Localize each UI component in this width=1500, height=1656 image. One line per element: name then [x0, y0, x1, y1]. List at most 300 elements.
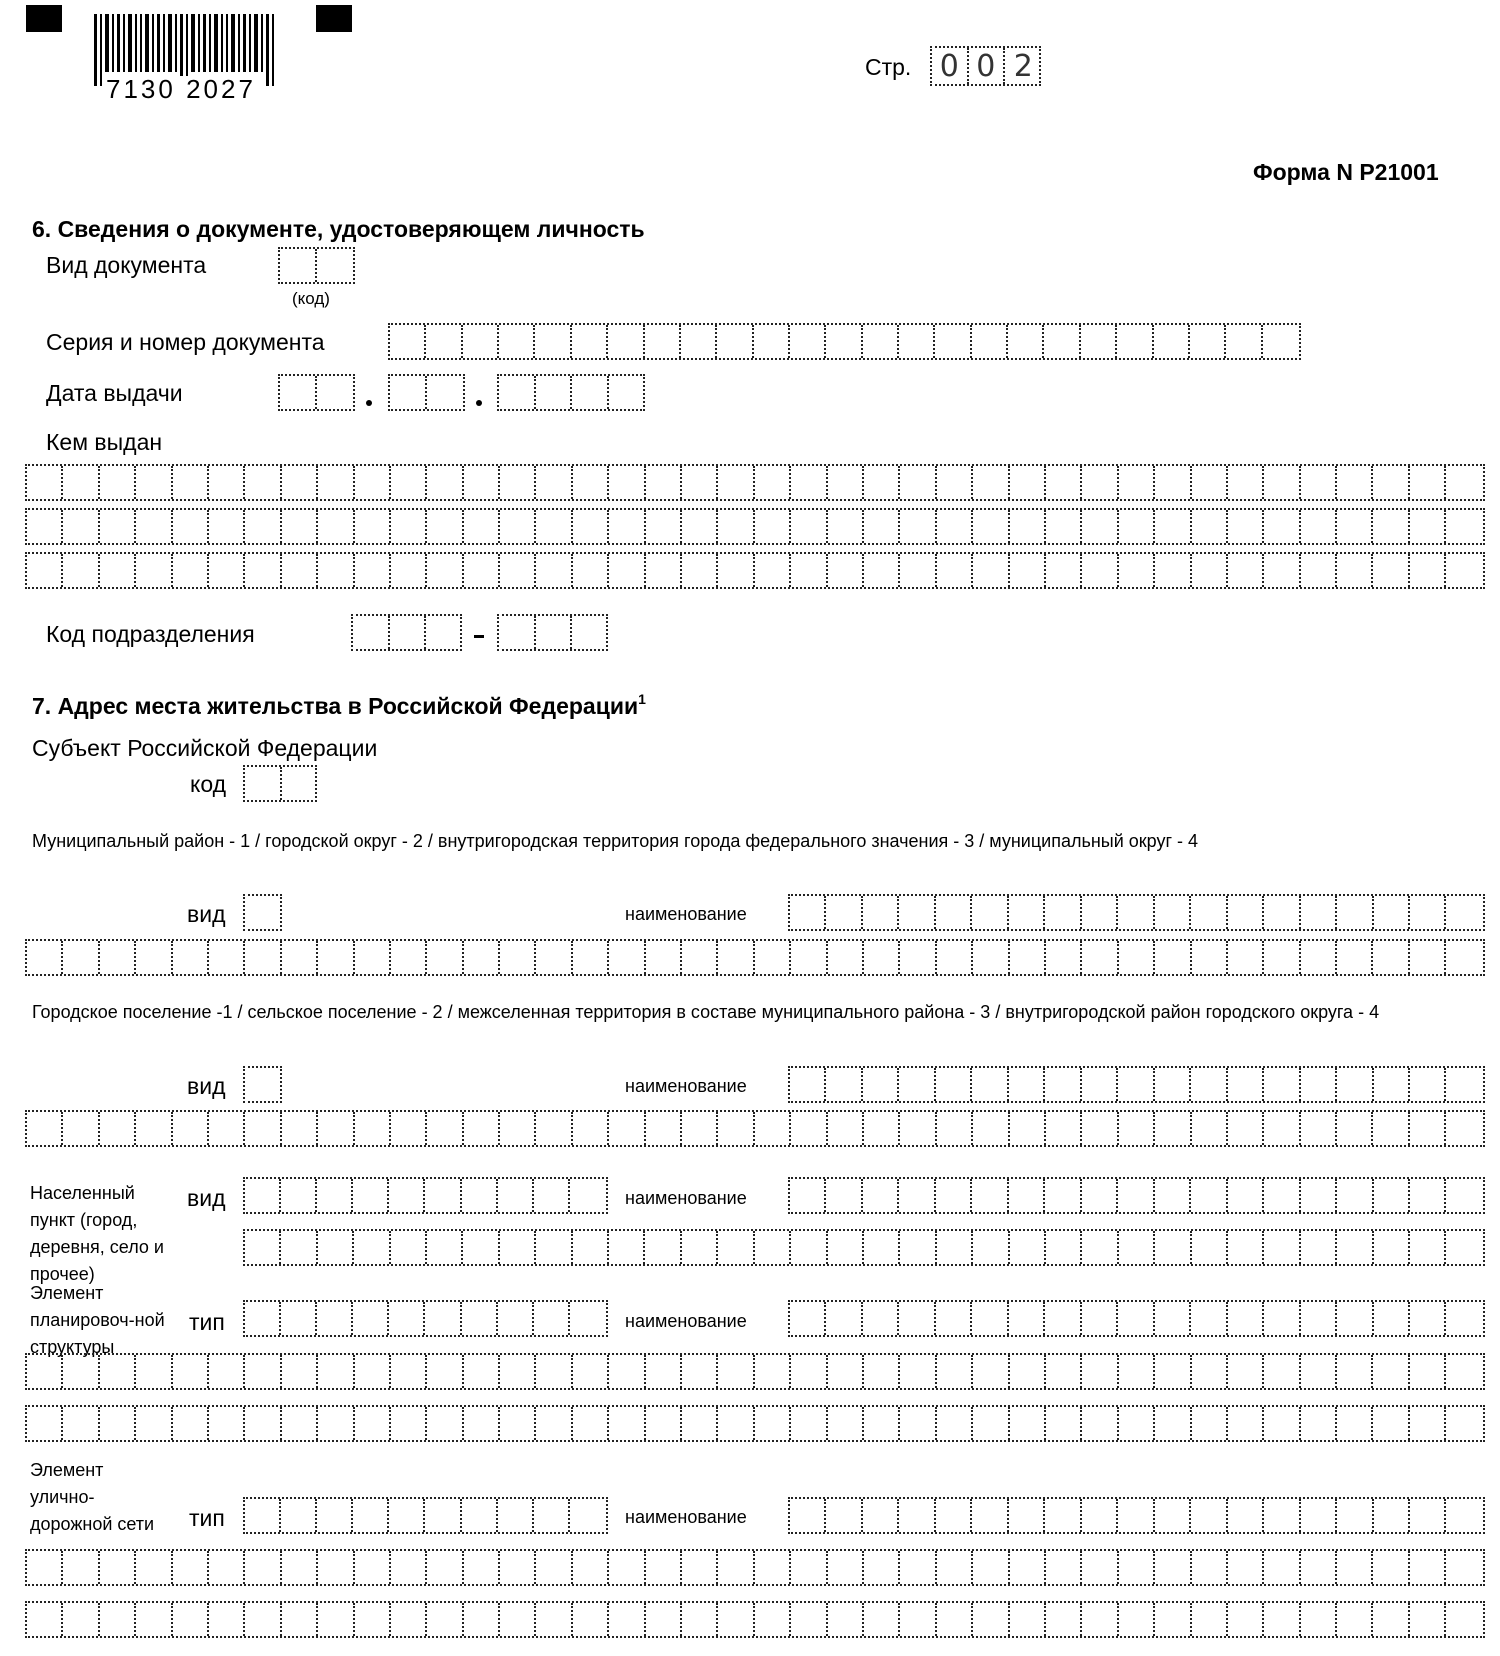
input-cell[interactable] [1155, 1068, 1191, 1101]
input-cell[interactable] [1446, 896, 1482, 929]
input-cell[interactable] [100, 1355, 136, 1388]
input-cell[interactable] [828, 1603, 864, 1636]
input-cell[interactable] [1263, 325, 1299, 358]
input-cell[interactable] [972, 1499, 1008, 1532]
input-cell[interactable] [1118, 1068, 1154, 1101]
input-cell[interactable] [1191, 1302, 1227, 1335]
input-cell[interactable] [1010, 466, 1046, 499]
input-cell[interactable] [646, 510, 682, 543]
input-cell[interactable] [828, 1407, 864, 1440]
input-cell[interactable] [1410, 1231, 1446, 1264]
input-cell[interactable] [1410, 1302, 1446, 1335]
input-cell[interactable] [1446, 1407, 1482, 1440]
input-cell[interactable] [1264, 510, 1300, 543]
input-cell[interactable] [573, 1112, 609, 1145]
input-cell[interactable] [536, 554, 572, 587]
input-cell[interactable] [718, 1551, 754, 1584]
input-cell[interactable] [899, 325, 935, 358]
input-cell[interactable] [609, 1112, 645, 1145]
input-cell[interactable] [1264, 1112, 1300, 1145]
input-cell[interactable] [318, 1551, 354, 1584]
input-cell[interactable] [462, 1302, 498, 1335]
input-cell[interactable] [826, 1302, 862, 1335]
input-cell[interactable] [1046, 941, 1082, 974]
input-cell[interactable] [682, 1603, 718, 1636]
input-cell[interactable] [63, 466, 99, 499]
input-cell[interactable] [209, 1551, 245, 1584]
input-cell[interactable] [63, 1112, 99, 1145]
input-cell[interactable] [755, 1355, 791, 1388]
input-cell[interactable] [245, 1231, 281, 1264]
input-cell[interactable] [390, 325, 426, 358]
input-cell[interactable] [318, 1231, 354, 1264]
input-cell[interactable] [900, 554, 936, 587]
input-cell[interactable] [317, 1179, 353, 1212]
issue-year-field[interactable] [497, 374, 645, 411]
input-cell[interactable] [645, 1231, 681, 1264]
input-cell[interactable] [828, 510, 864, 543]
input-cell[interactable] [245, 510, 281, 543]
input-cell[interactable] [1082, 1499, 1118, 1532]
input-cell[interactable] [646, 1112, 682, 1145]
input-cell[interactable] [937, 1355, 973, 1388]
input-cell[interactable] [790, 896, 826, 929]
input-cell[interactable] [863, 1499, 899, 1532]
input-cell[interactable] [717, 325, 753, 358]
input-cell[interactable] [100, 1407, 136, 1440]
input-cell[interactable] [1264, 466, 1300, 499]
input-cell[interactable] [100, 510, 136, 543]
input-cell[interactable] [173, 1407, 209, 1440]
input-cell[interactable] [173, 1551, 209, 1584]
input-cell[interactable] [500, 1603, 536, 1636]
input-cell[interactable] [790, 1302, 826, 1335]
input-cell[interactable] [353, 1499, 389, 1532]
input-cell[interactable] [100, 466, 136, 499]
input-cell[interactable] [1446, 466, 1482, 499]
input-cell[interactable] [1118, 1302, 1154, 1335]
input-cell[interactable] [27, 466, 63, 499]
input-cell[interactable] [900, 1231, 936, 1264]
input-cell[interactable] [1010, 554, 1046, 587]
input-cell[interactable] [1228, 941, 1264, 974]
input-cell[interactable] [209, 510, 245, 543]
input-cell[interactable] [1045, 896, 1081, 929]
input-cell[interactable] [936, 896, 972, 929]
input-cell[interactable] [426, 325, 462, 358]
input-cell[interactable] [464, 510, 500, 543]
input-cell[interactable] [790, 325, 826, 358]
input-cell[interactable] [609, 1407, 645, 1440]
input-cell[interactable] [1119, 1231, 1155, 1264]
input-cell[interactable] [646, 1355, 682, 1388]
input-cell[interactable] [1228, 554, 1264, 587]
planning-name-field[interactable] [788, 1300, 1485, 1337]
input-cell[interactable] [1446, 1302, 1482, 1335]
input-cell[interactable] [1191, 1499, 1227, 1532]
input-cell[interactable] [1446, 1112, 1482, 1145]
input-cell[interactable] [389, 1499, 425, 1532]
input-cell[interactable] [1228, 1179, 1264, 1212]
input-cell[interactable] [790, 1499, 826, 1532]
input-cell[interactable] [425, 1499, 461, 1532]
division-code-part-1[interactable] [351, 614, 462, 651]
input-cell[interactable] [936, 1068, 972, 1101]
input-cell[interactable] [646, 941, 682, 974]
input-cell[interactable] [1301, 510, 1337, 543]
input-cell[interactable] [173, 1603, 209, 1636]
input-cell[interactable] [1301, 896, 1337, 929]
input-cell[interactable] [1118, 896, 1154, 929]
input-cell[interactable] [1119, 1407, 1155, 1440]
input-cell[interactable] [1228, 1407, 1264, 1440]
input-cell[interactable] [1264, 941, 1300, 974]
input-cell[interactable] [27, 554, 63, 587]
input-cell[interactable] [1082, 510, 1118, 543]
input-cell[interactable] [1410, 1407, 1446, 1440]
input-cell[interactable] [791, 1231, 827, 1264]
input-cell[interactable] [864, 1551, 900, 1584]
input-cell[interactable] [464, 466, 500, 499]
input-cell[interactable] [1446, 1551, 1482, 1584]
input-cell[interactable] [609, 1231, 645, 1264]
input-cell[interactable] [500, 1407, 536, 1440]
input-cell[interactable] [826, 896, 862, 929]
input-cell[interactable] [353, 1302, 389, 1335]
input-cell[interactable] [718, 1112, 754, 1145]
input-cell[interactable] [1337, 466, 1373, 499]
input-cell[interactable] [1410, 1499, 1446, 1532]
input-cell[interactable] [100, 1603, 136, 1636]
input-cell[interactable] [1410, 1603, 1446, 1636]
input-cell[interactable] [1046, 1603, 1082, 1636]
input-cell[interactable] [682, 510, 718, 543]
input-cell[interactable] [209, 1407, 245, 1440]
input-cell[interactable] [973, 1603, 1009, 1636]
input-cell[interactable] [1009, 1068, 1045, 1101]
input-cell[interactable] [790, 1068, 826, 1101]
input-cell[interactable] [1192, 1112, 1228, 1145]
input-cell[interactable] [1010, 1231, 1046, 1264]
input-cell[interactable] [1192, 554, 1228, 587]
input-cell[interactable] [1228, 510, 1264, 543]
input-cell[interactable] [1410, 466, 1446, 499]
input-cell[interactable] [826, 1179, 862, 1212]
input-cell[interactable] [389, 1179, 425, 1212]
input-cell[interactable] [1228, 1603, 1264, 1636]
input-cell[interactable] [937, 1231, 973, 1264]
input-cell[interactable] [937, 510, 973, 543]
street-name-field[interactable] [788, 1497, 1485, 1534]
issued-by-field-row-1[interactable] [25, 464, 1485, 501]
input-cell[interactable] [1082, 1179, 1118, 1212]
input-cell[interactable] [245, 466, 281, 499]
input-cell[interactable] [972, 896, 1008, 929]
input-cell[interactable] [136, 510, 172, 543]
input-cell[interactable] [1082, 896, 1118, 929]
input-cell[interactable] [1337, 1551, 1373, 1584]
input-cell[interactable] [1228, 1231, 1264, 1264]
input-cell[interactable] [755, 1551, 791, 1584]
input-cell[interactable] [427, 1407, 463, 1440]
locality-name-field-row-2[interactable] [243, 1229, 1485, 1266]
input-cell[interactable] [1155, 1355, 1191, 1388]
input-cell[interactable] [1446, 1499, 1482, 1532]
input-cell[interactable] [573, 1355, 609, 1388]
input-cell[interactable] [1191, 1068, 1227, 1101]
input-cell[interactable] [462, 1499, 498, 1532]
input-cell[interactable] [682, 1551, 718, 1584]
input-cell[interactable] [1301, 1499, 1337, 1532]
input-cell[interactable] [900, 941, 936, 974]
input-cell[interactable] [1301, 1302, 1337, 1335]
input-cell[interactable] [1046, 554, 1082, 587]
input-cell[interactable] [1264, 1603, 1300, 1636]
input-cell[interactable] [1374, 1068, 1410, 1101]
input-cell[interactable] [63, 554, 99, 587]
input-cell[interactable] [391, 510, 427, 543]
input-cell[interactable] [900, 1551, 936, 1584]
input-cell[interactable] [791, 941, 827, 974]
input-cell[interactable] [427, 1603, 463, 1636]
input-cell[interactable] [1264, 1407, 1300, 1440]
input-cell[interactable] [136, 554, 172, 587]
input-cell[interactable] [1010, 1551, 1046, 1584]
input-cell[interactable] [136, 1551, 172, 1584]
input-cell[interactable] [936, 1302, 972, 1335]
settlement-name-field[interactable] [788, 1066, 1485, 1103]
input-cell[interactable] [718, 1603, 754, 1636]
input-cell[interactable] [245, 1407, 281, 1440]
input-cell[interactable] [1082, 1112, 1118, 1145]
input-cell[interactable] [1082, 1302, 1118, 1335]
input-cell[interactable] [391, 1407, 427, 1440]
input-cell[interactable] [646, 1551, 682, 1584]
input-cell[interactable] [1446, 1179, 1482, 1212]
input-cell[interactable] [1446, 1603, 1482, 1636]
input-cell[interactable] [1155, 554, 1191, 587]
input-cell[interactable] [27, 1112, 63, 1145]
input-cell[interactable] [173, 510, 209, 543]
input-cell[interactable] [245, 1112, 281, 1145]
input-cell[interactable] [536, 1231, 572, 1264]
input-cell[interactable] [500, 1112, 536, 1145]
input-cell[interactable] [863, 1179, 899, 1212]
input-cell[interactable] [498, 1499, 534, 1532]
input-cell[interactable] [1010, 1355, 1046, 1388]
input-cell[interactable] [464, 554, 500, 587]
input-cell[interactable] [534, 1179, 570, 1212]
input-cell[interactable] [899, 1179, 935, 1212]
input-cell[interactable] [863, 1302, 899, 1335]
input-cell[interactable] [1337, 1603, 1373, 1636]
input-cell[interactable] [1119, 1355, 1155, 1388]
input-cell[interactable] [1410, 1068, 1446, 1101]
planning-name-field-row-3[interactable] [25, 1405, 1485, 1442]
input-cell[interactable] [281, 1499, 317, 1532]
input-cell[interactable] [973, 941, 1009, 974]
input-cell[interactable] [100, 1551, 136, 1584]
input-cell[interactable] [718, 466, 754, 499]
input-cell[interactable] [972, 1302, 1008, 1335]
input-cell[interactable] [1119, 941, 1155, 974]
input-cell[interactable] [1373, 510, 1409, 543]
input-cell[interactable] [718, 1231, 754, 1264]
input-cell[interactable] [1226, 325, 1262, 358]
input-cell[interactable] [828, 1551, 864, 1584]
input-cell[interactable] [828, 1355, 864, 1388]
input-cell[interactable] [1082, 1355, 1118, 1388]
input-cell[interactable] [900, 1603, 936, 1636]
input-cell[interactable] [573, 466, 609, 499]
input-cell[interactable] [100, 941, 136, 974]
input-cell[interactable] [1155, 1603, 1191, 1636]
input-cell[interactable] [1228, 1302, 1264, 1335]
input-cell[interactable] [173, 941, 209, 974]
input-cell[interactable] [427, 510, 463, 543]
input-cell[interactable] [570, 1302, 606, 1335]
input-cell[interactable] [937, 1407, 973, 1440]
municipal-name-field-row-2[interactable] [25, 939, 1485, 976]
input-cell[interactable] [682, 941, 718, 974]
input-cell[interactable] [826, 325, 862, 358]
input-cell[interactable] [1228, 1068, 1264, 1101]
input-cell[interactable] [1374, 1302, 1410, 1335]
input-cell[interactable] [1301, 1355, 1337, 1388]
input-cell[interactable] [1009, 1302, 1045, 1335]
input-cell[interactable] [100, 554, 136, 587]
input-cell[interactable] [1009, 1499, 1045, 1532]
input-cell[interactable] [536, 1355, 572, 1388]
input-cell[interactable] [282, 1407, 318, 1440]
input-cell[interactable] [609, 941, 645, 974]
input-cell[interactable] [464, 1603, 500, 1636]
input-cell[interactable] [1337, 941, 1373, 974]
input-cell[interactable] [791, 1603, 827, 1636]
input-cell[interactable] [828, 1112, 864, 1145]
input-cell[interactable] [1410, 941, 1446, 974]
input-cell[interactable] [282, 510, 318, 543]
input-cell[interactable] [682, 1231, 718, 1264]
input-cell[interactable] [1082, 1407, 1118, 1440]
input-cell[interactable] [100, 1112, 136, 1145]
input-cell[interactable] [1228, 1551, 1264, 1584]
input-cell[interactable] [500, 466, 536, 499]
input-cell[interactable] [536, 1112, 572, 1145]
input-cell[interactable] [1046, 1355, 1082, 1388]
input-cell[interactable] [1264, 1179, 1300, 1212]
input-cell[interactable] [937, 466, 973, 499]
input-cell[interactable] [864, 941, 900, 974]
input-cell[interactable] [718, 554, 754, 587]
planning-type-field[interactable] [243, 1300, 608, 1337]
input-cell[interactable] [1155, 466, 1191, 499]
input-cell[interactable] [1374, 1179, 1410, 1212]
input-cell[interactable] [1373, 1112, 1409, 1145]
input-cell[interactable] [498, 1302, 534, 1335]
input-cell[interactable] [937, 554, 973, 587]
input-cell[interactable] [1374, 1231, 1410, 1264]
input-cell[interactable] [609, 1355, 645, 1388]
input-cell[interactable] [63, 941, 99, 974]
input-cell[interactable] [863, 1068, 899, 1101]
input-cell[interactable] [427, 1355, 463, 1388]
input-cell[interactable] [136, 941, 172, 974]
input-cell[interactable] [136, 1603, 172, 1636]
input-cell[interactable] [425, 1179, 461, 1212]
input-cell[interactable] [355, 1551, 391, 1584]
input-cell[interactable] [464, 1407, 500, 1440]
input-cell[interactable] [1264, 896, 1300, 929]
input-cell[interactable] [864, 1603, 900, 1636]
input-cell[interactable] [534, 1499, 570, 1532]
input-cell[interactable] [355, 1407, 391, 1440]
input-cell[interactable] [1410, 1355, 1446, 1388]
input-cell[interactable] [826, 1499, 862, 1532]
input-cell[interactable] [1081, 325, 1117, 358]
input-cell[interactable] [209, 1603, 245, 1636]
input-cell[interactable] [427, 554, 463, 587]
input-cell[interactable] [1264, 1355, 1300, 1388]
input-cell[interactable] [937, 1603, 973, 1636]
issued-by-field-row-2[interactable] [25, 508, 1485, 545]
input-cell[interactable] [27, 1603, 63, 1636]
issued-by-field-row-3[interactable] [25, 552, 1485, 589]
input-cell[interactable] [1373, 1551, 1409, 1584]
input-cell[interactable] [1155, 1407, 1191, 1440]
input-cell[interactable] [425, 1302, 461, 1335]
page-number-field[interactable] [930, 46, 1041, 86]
input-cell[interactable] [900, 1355, 936, 1388]
input-cell[interactable] [1301, 1407, 1337, 1440]
input-cell[interactable] [245, 1551, 281, 1584]
input-cell[interactable] [900, 466, 936, 499]
input-cell[interactable] [681, 325, 717, 358]
settlement-name-field-row-2[interactable] [25, 1110, 1485, 1147]
input-cell[interactable] [1045, 1068, 1081, 1101]
input-cell[interactable] [754, 325, 790, 358]
input-cell[interactable] [1155, 896, 1191, 929]
input-cell[interactable] [1337, 896, 1373, 929]
input-cell[interactable] [1192, 1407, 1228, 1440]
input-cell[interactable] [864, 1231, 900, 1264]
input-cell[interactable] [864, 510, 900, 543]
input-cell[interactable] [609, 1603, 645, 1636]
input-cell[interactable] [1264, 1499, 1300, 1532]
input-cell[interactable] [1155, 1112, 1191, 1145]
doc-type-code-field[interactable] [278, 247, 355, 284]
input-cell[interactable] [1010, 941, 1046, 974]
settlement-kind-field[interactable] [243, 1066, 282, 1103]
input-cell[interactable] [863, 325, 899, 358]
input-cell[interactable] [1008, 325, 1044, 358]
input-cell[interactable] [609, 1551, 645, 1584]
input-cell[interactable] [427, 1112, 463, 1145]
input-cell[interactable] [573, 1551, 609, 1584]
input-cell[interactable] [1337, 554, 1373, 587]
input-cell[interactable] [1192, 466, 1228, 499]
planning-name-field-row-2[interactable] [25, 1353, 1485, 1390]
input-cell[interactable] [1410, 1551, 1446, 1584]
street-type-field[interactable] [243, 1497, 608, 1534]
input-cell[interactable] [355, 941, 391, 974]
input-cell[interactable] [1301, 1179, 1337, 1212]
input-cell[interactable] [682, 1407, 718, 1440]
input-cell[interactable] [391, 1603, 427, 1636]
input-cell[interactable] [1154, 325, 1190, 358]
input-cell[interactable] [572, 325, 608, 358]
input-cell[interactable] [355, 554, 391, 587]
